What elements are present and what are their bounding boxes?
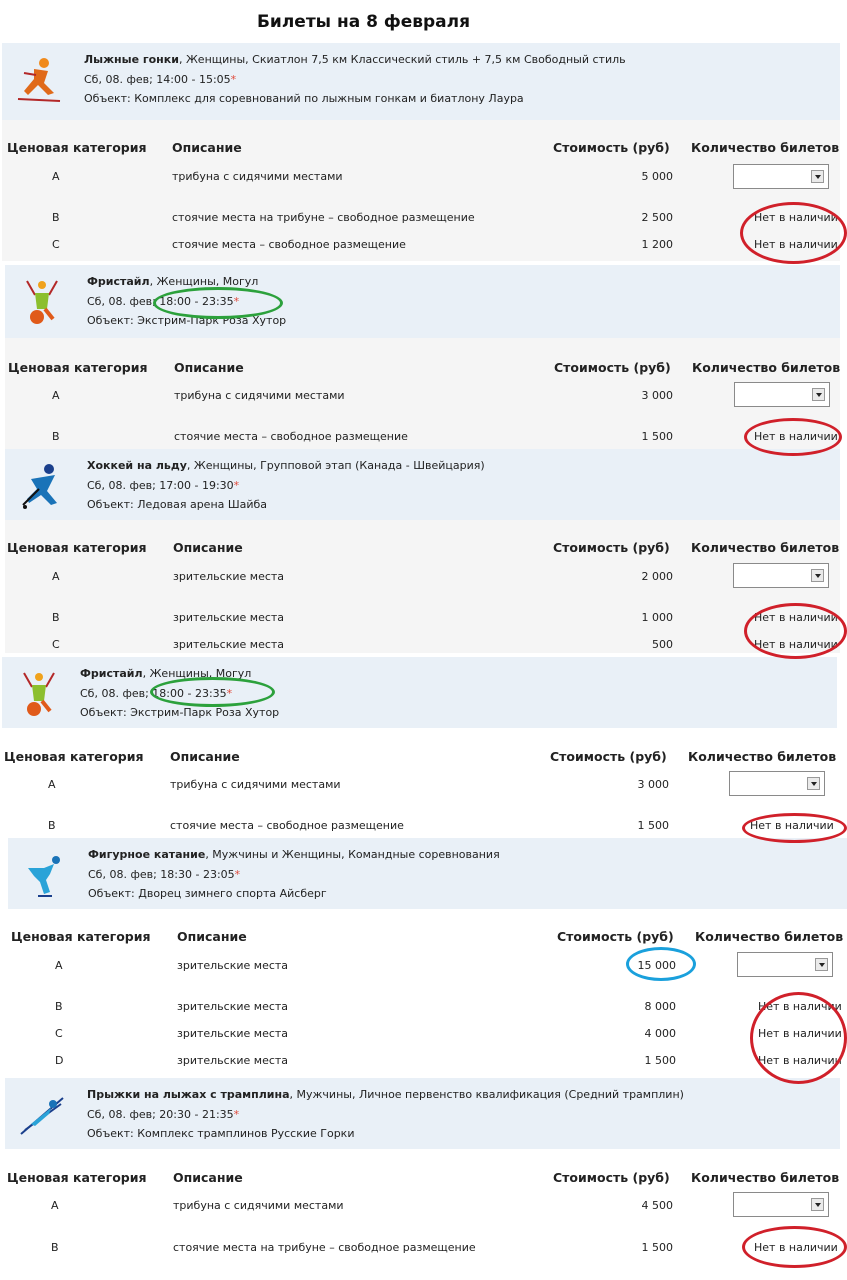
status-unavailable: Нет в наличии	[750, 819, 834, 832]
row-price: 4 500	[641, 1199, 673, 1212]
header-description: Описание	[174, 360, 244, 375]
row-description: стоячие места на трибуне – свободное размещение	[173, 1241, 476, 1254]
status-unavailable: Нет в наличии	[758, 1027, 842, 1040]
row-category: A	[52, 389, 60, 402]
event-venue: Объект: Комплекс трамплинов Русские Горки	[87, 1127, 355, 1140]
status-unavailable: Нет в наличии	[758, 1054, 842, 1067]
event-date-line	[87, 479, 239, 492]
event-header	[5, 265, 840, 338]
event-block-cross-country-skiing	[2, 43, 840, 261]
header-category: Ценовая категория	[7, 1170, 147, 1185]
event-details: , Женщины, Скиатлон 7,5 км Классический стиль + 7,5 км Свободный стиль	[178, 53, 626, 66]
event-sport: Хоккей на льду	[87, 459, 187, 472]
row-description: стоячие места – свободное размещение	[174, 430, 408, 443]
row-category: C	[52, 238, 60, 251]
quantity-select[interactable]	[734, 382, 830, 407]
header-category: Ценовая категория	[4, 749, 144, 764]
event-block-ski-jumping	[5, 1078, 840, 1278]
header-quantity: Количество билетов	[691, 1170, 840, 1185]
event-details: , Женщины, Могул	[142, 667, 252, 680]
row-category: B	[55, 1000, 63, 1013]
event-header	[5, 449, 840, 520]
event-table	[2, 728, 837, 838]
row-category: A	[52, 170, 60, 183]
row-price: 3 000	[641, 389, 673, 402]
header-description: Описание	[172, 140, 242, 155]
event-header	[8, 838, 847, 909]
asterisk: *	[234, 868, 241, 881]
event-header	[5, 1078, 840, 1149]
event-sport: Фристайл	[87, 275, 150, 288]
row-price: 1 200	[641, 238, 673, 251]
event-block-freestyle	[2, 657, 837, 838]
quantity-select[interactable]	[733, 1192, 829, 1217]
event-sport: Фигурное катание	[88, 848, 206, 861]
row-price: 15 000	[637, 959, 676, 972]
chevron-down-icon	[807, 777, 820, 790]
row-category: C	[52, 638, 60, 651]
status-unavailable: Нет в наличии	[754, 430, 838, 443]
header-quantity: Количество билетов	[688, 749, 837, 764]
event-details: , Женщины, Групповой этап (Канада - Швейцария)	[186, 459, 485, 472]
event-block-ice-hockey	[5, 449, 840, 653]
header-description: Описание	[173, 1170, 243, 1185]
header-price: Стоимость (руб)	[553, 1170, 670, 1185]
event-venue: Объект: Экстрим-Парк Роза Хутор	[87, 314, 287, 327]
row-price: 3 000	[637, 778, 669, 791]
row-price: 2 500	[641, 211, 673, 224]
row-description: стоячие места – свободное размещение	[170, 819, 404, 832]
row-category: B	[48, 819, 56, 832]
quantity-select[interactable]	[733, 563, 829, 588]
row-price: 1 000	[641, 611, 673, 624]
row-price: 500	[652, 638, 673, 651]
event-date: Сб, 08. фев; 18:00 - 23:35	[80, 687, 227, 700]
event-date: Сб, 08. фев; 20:30 - 21:35	[87, 1108, 234, 1121]
row-price: 4 000	[644, 1027, 676, 1040]
row-description: трибуна с сидячими местами	[172, 170, 343, 183]
row-price: 1 500	[637, 819, 669, 832]
freestyle-icon	[17, 277, 67, 327]
row-description: зрительские места	[173, 611, 285, 624]
event-table	[2, 120, 840, 261]
event-header	[2, 657, 837, 728]
header-price: Стоимость (руб)	[550, 749, 667, 764]
row-category: A	[55, 959, 63, 972]
row-category: A	[51, 1199, 59, 1212]
header-price: Стоимость (руб)	[554, 360, 671, 375]
chevron-down-icon	[811, 1198, 824, 1211]
asterisk: *	[226, 687, 233, 700]
row-description: зрительские места	[173, 570, 285, 583]
event-table	[8, 909, 847, 1076]
row-description: трибуна с сидячими местами	[173, 1199, 344, 1212]
page-title: Билеты на 8 февраля	[256, 12, 471, 32]
event-date-line	[84, 73, 236, 86]
event-title	[88, 848, 500, 861]
row-description: зрительские места	[177, 1054, 289, 1067]
asterisk: *	[233, 479, 240, 492]
event-details: , Мужчины, Личное первенство квалификация (Средний трамплин)	[289, 1088, 684, 1101]
row-category: C	[55, 1027, 63, 1040]
event-title	[87, 1088, 684, 1101]
header-description: Описание	[170, 749, 240, 764]
event-block-freestyle	[5, 265, 840, 449]
ski-jumping-icon	[17, 1090, 67, 1140]
status-unavailable: Нет в наличии	[754, 638, 838, 651]
event-date-line	[88, 868, 240, 881]
row-price: 2 000	[641, 570, 673, 583]
header-category: Ценовая категория	[11, 929, 151, 944]
event-date: Сб, 08. фев; 17:00 - 19:30	[87, 479, 234, 492]
row-description: стоячие места – свободное размещение	[172, 238, 406, 251]
event-date: Сб, 08. фев; 18:00 - 23:35	[87, 295, 234, 308]
event-date: Сб, 08. фев; 14:00 - 15:05	[84, 73, 231, 86]
event-details: , Женщины, Могул	[149, 275, 259, 288]
row-category: B	[52, 430, 60, 443]
event-venue: Объект: Комплекс для соревнований по лыжным гонкам и биатлону Лаура	[84, 92, 524, 105]
chevron-down-icon	[811, 569, 824, 582]
row-description: трибуна с сидячими местами	[170, 778, 341, 791]
event-block-figure-skating	[8, 838, 847, 1076]
header-quantity: Количество билетов	[695, 929, 844, 944]
asterisk: *	[233, 295, 240, 308]
row-price: 1 500	[641, 430, 673, 443]
asterisk: *	[233, 1108, 240, 1121]
row-description: трибуна с сидячими местами	[174, 389, 345, 402]
status-unavailable: Нет в наличии	[754, 1241, 838, 1254]
event-venue: Объект: Дворец зимнего спорта Айсберг	[88, 887, 327, 900]
row-description: зрительские места	[177, 959, 289, 972]
event-venue: Объект: Экстрим-Парк Роза Хутор	[80, 706, 280, 719]
event-table	[5, 338, 840, 449]
header-price: Стоимость (руб)	[557, 929, 674, 944]
status-unavailable: Нет в наличии	[754, 238, 838, 251]
event-table	[5, 520, 840, 653]
header-category: Ценовая категория	[8, 360, 148, 375]
event-title	[80, 667, 251, 680]
event-date-line	[87, 1108, 239, 1121]
asterisk: *	[230, 73, 237, 86]
event-table	[5, 1149, 840, 1278]
row-category: B	[51, 1241, 59, 1254]
figure-skating-icon	[20, 850, 70, 900]
header-description: Описание	[173, 540, 243, 555]
header-category: Ценовая категория	[7, 540, 147, 555]
status-unavailable: Нет в наличии	[754, 211, 838, 224]
freestyle-icon	[14, 669, 64, 719]
event-sport: Лыжные гонки	[84, 53, 179, 66]
row-description: зрительские места	[177, 1027, 289, 1040]
row-price: 1 500	[644, 1054, 676, 1067]
row-category: A	[52, 570, 60, 583]
event-title	[84, 53, 626, 66]
row-category: A	[48, 778, 56, 791]
event-title	[87, 275, 258, 288]
hockey-icon	[17, 461, 67, 511]
header-quantity: Количество билетов	[691, 540, 840, 555]
row-category: B	[52, 211, 60, 224]
event-header	[2, 43, 840, 120]
quantity-select[interactable]	[729, 771, 825, 796]
row-price: 5 000	[641, 170, 673, 183]
header-category: Ценовая категория	[7, 140, 147, 155]
status-unavailable: Нет в наличии	[754, 611, 838, 624]
event-venue: Объект: Ледовая арена Шайба	[87, 498, 268, 511]
chevron-down-icon	[812, 388, 825, 401]
chevron-down-icon	[811, 170, 824, 183]
row-description: стоячие места на трибуне – свободное размещение	[172, 211, 475, 224]
row-description: зрительские места	[177, 1000, 289, 1013]
event-date-line	[87, 295, 239, 308]
header-price: Стоимость (руб)	[553, 140, 670, 155]
event-sport: Прыжки на лыжах с трамплина	[87, 1088, 290, 1101]
event-date-line	[80, 687, 232, 700]
event-date: Сб, 08. фев; 18:30 - 23:05	[88, 868, 235, 881]
row-category: B	[52, 611, 60, 624]
skiing-icon	[14, 55, 64, 105]
event-details: , Мужчины и Женщины, Командные соревнования	[205, 848, 500, 861]
row-price: 1 500	[641, 1241, 673, 1254]
status-unavailable: Нет в наличии	[758, 1000, 842, 1013]
row-category: D	[55, 1054, 64, 1067]
header-quantity: Количество билетов	[692, 360, 841, 375]
header-quantity: Количество билетов	[691, 140, 840, 155]
event-title	[87, 459, 485, 472]
quantity-select[interactable]	[737, 952, 833, 977]
row-description: зрительские места	[173, 638, 285, 651]
event-sport: Фристайл	[80, 667, 143, 680]
header-description: Описание	[177, 929, 247, 944]
quantity-select[interactable]	[733, 164, 829, 189]
header-price: Стоимость (руб)	[553, 540, 670, 555]
chevron-down-icon	[815, 958, 828, 971]
row-price: 8 000	[644, 1000, 676, 1013]
